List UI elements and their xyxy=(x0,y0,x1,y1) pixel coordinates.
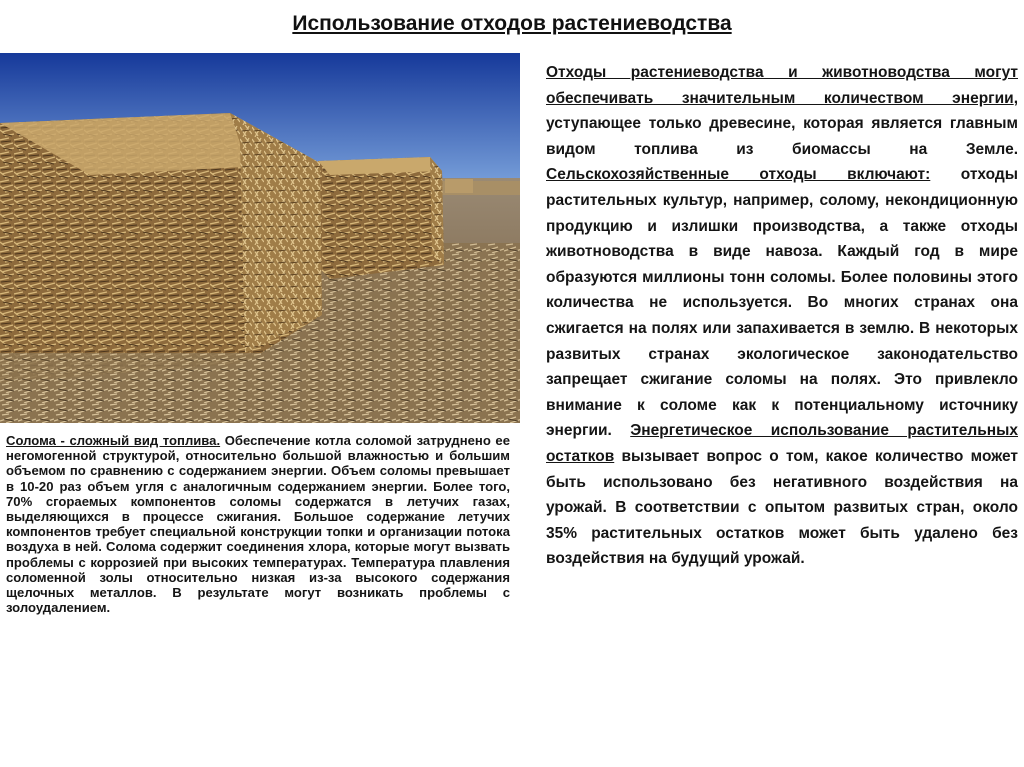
straw-fuel-lead: Солома - сложный вид топлива. xyxy=(6,433,221,448)
waste-energy-paragraph xyxy=(546,60,1018,572)
straw-bales-photo xyxy=(0,53,520,423)
residue-use-lead: Энергетическое использование растительных остатков xyxy=(546,422,1019,465)
slide-title: Использование отходов растениеводства xyxy=(292,12,732,35)
waste-energy-lead: Отходы растениеводства и животноводства могут обеспечивать значительным количеством энергии xyxy=(546,64,1018,107)
waste-energy-body: , уступающее только древесине, которая является главным видом топлива из биомассы на Земле. xyxy=(546,89,1018,158)
straw-fuel-body: Обеспечение котла соломой затруднено ее негомогенной структурой, относительно большой влажностью и большим объемом по сравнению с содержанием энергии. Объем соломы превышает в 10-20 раз объем угля с аналогичным содержанием энергии. Более того, 70% сгораемых компонентов соломы содержатся в летучих газах, выделяющихся в процессе сжигания. Большое содержание летучих компонентов требует специальной конструкции топки и организации потока воздуха в ней. Солома содержит соединения хлора, которые могут вызвать проблемы с коррозией при высоких температурах. Температура плавления соломенной золы относительно низкая из-за высокого содержания щелочных металлов. В результате могут возникать проблемы с золоудалением. xyxy=(6,433,510,616)
residue-use-body: вызывает вопрос о том, какое количество может быть использовано без негативного воздействия на урожай. В соответствии с опытом развитых стран, около 35% растительных остатков может быть удалено без воздействия на будущий урожай. xyxy=(546,447,1018,568)
straw-bales-field-photo-icon xyxy=(0,53,520,423)
agri-waste-body: отходы растительных культур, например, солому, некондиционную продукцию и излишки производства, а также отходы животноводства в виде навоза. Каждый год в мире образуются миллионы тонн соломы. Более половины этого количества не используется. Во многих странах она сжигается на полях или запахивается в землю. В некоторых развитых странах экологическое законодательство запрещает сжигание соломы на полях. Это привлекло внимание к соломе как к потенциальному источнику энергии. xyxy=(546,166,1018,440)
straw-fuel-paragraph xyxy=(6,433,510,615)
agri-waste-lead: Сельскохозяйственные отходы включают: xyxy=(546,166,931,184)
